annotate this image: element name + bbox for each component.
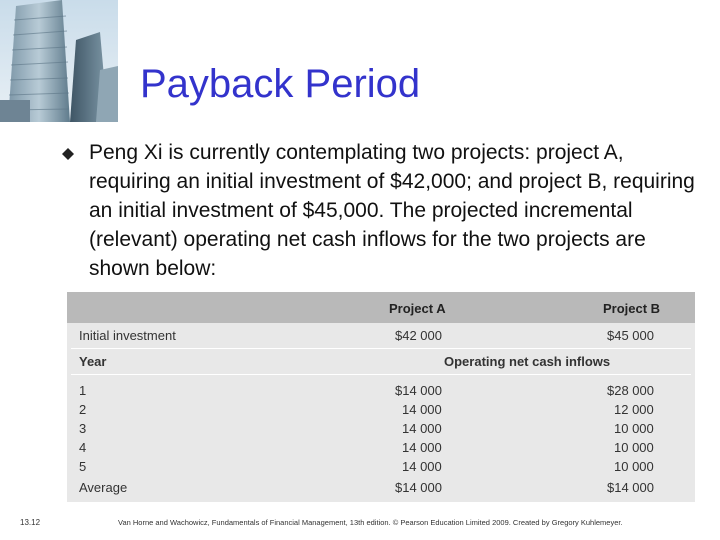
- col-header-project-b: Project B: [603, 301, 661, 316]
- project-b-cell: 10 000: [614, 421, 654, 436]
- corner-building-photo: [0, 0, 118, 122]
- project-a-cell: 14 000: [402, 440, 442, 455]
- project-b-cell: 10 000: [614, 459, 654, 474]
- cash-flow-table: [67, 292, 695, 502]
- year-cell: 5: [79, 459, 87, 474]
- slide-title: Payback Period: [140, 62, 421, 106]
- section-label: Operating net cash inflows: [444, 354, 611, 369]
- bullet-point: [62, 138, 702, 283]
- divider: [71, 348, 691, 349]
- year-cell: 1: [79, 383, 87, 398]
- year-cell: 2: [79, 402, 87, 417]
- project-b-cell: $28 000: [607, 383, 654, 398]
- year-cell: 3: [79, 421, 87, 436]
- project-a-cell: 14 000: [402, 421, 442, 436]
- project-a-cell: 14 000: [402, 459, 442, 474]
- diamond-bullet-icon: [62, 147, 74, 159]
- average-label: Average: [79, 480, 128, 495]
- project-b-cell: 12 000: [614, 402, 654, 417]
- initial-b: $45 000: [607, 328, 654, 343]
- slide-number: 13.12: [20, 518, 41, 527]
- footer-citation: Van Horne and Wachowicz, Fundamentals of Financial Management, 13th edition. © Pearson Education Limited 2009. Created by Gregory Kuhlemeyer.: [118, 518, 623, 527]
- project-b-cell: 10 000: [614, 440, 654, 455]
- average-b: $14 000: [607, 480, 654, 495]
- year-label: Year: [79, 354, 107, 369]
- project-a-cell: 14 000: [402, 402, 442, 417]
- year-cell: 4: [79, 440, 87, 455]
- table-header-row: [67, 292, 695, 323]
- divider: [71, 374, 691, 375]
- average-a: $14 000: [395, 480, 442, 495]
- col-header-project-a: Project A: [389, 301, 446, 316]
- row-label-initial: Initial investment: [79, 328, 176, 343]
- bullet-text: Peng Xi is currently contemplating two projects: project A, requiring an initial investment of $42,000; and project B, requiring an initial investment of $45,000. The projected incremental (relevant) operating net cash inflows for the two projects are shown below:: [89, 141, 695, 280]
- project-a-cell: $14 000: [395, 383, 442, 398]
- initial-a: $42 000: [395, 328, 442, 343]
